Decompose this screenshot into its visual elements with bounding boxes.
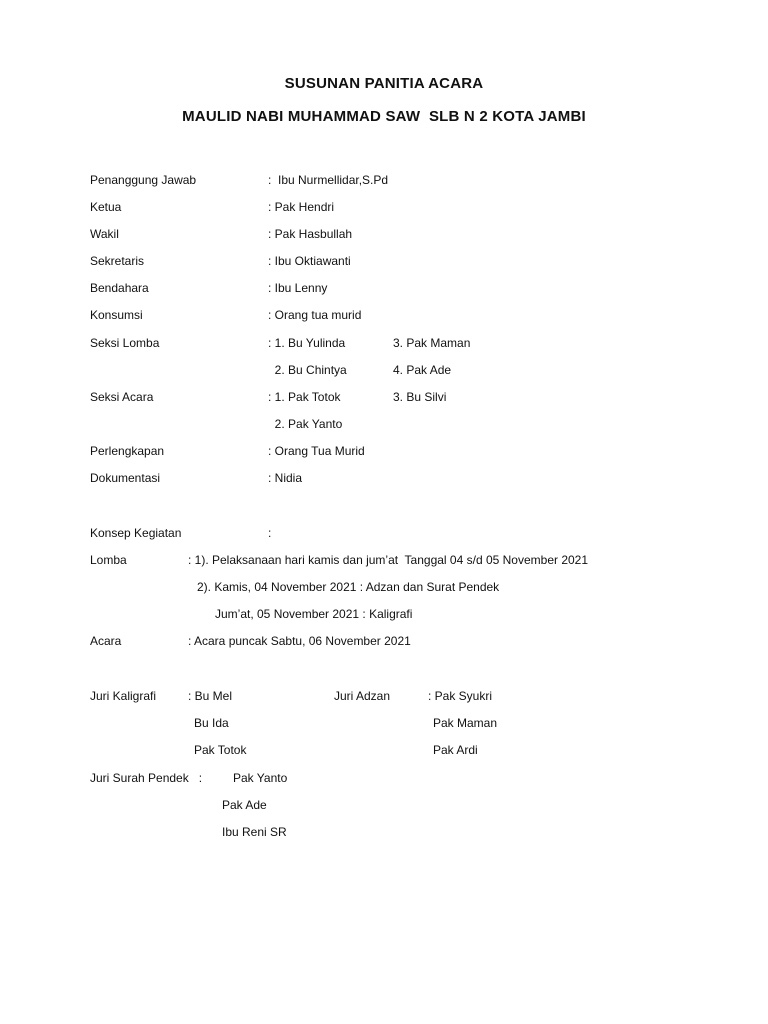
- committee-value-secondary: 3. Bu Silvi: [393, 390, 447, 404]
- committee-value: : Pak Hendri: [268, 200, 335, 214]
- lomba-line: 2). Kamis, 04 November 2021 : Adzan dan Surat Pendek: [197, 580, 500, 594]
- lomba-line: Jum’at, 05 November 2021 : Kaligrafi: [215, 607, 413, 621]
- committee-label: Ketua: [90, 200, 122, 214]
- committee-value-secondary: 3. Pak Maman: [393, 336, 471, 350]
- lomba-line: : 1). Pelaksanaan hari kamis dan jum’at Tanggal 04 s/d 05 November 2021: [188, 553, 589, 567]
- concept-label: Konsep Kegiatan: [90, 526, 182, 540]
- committee-label: Seksi Lomba: [90, 336, 160, 350]
- committee-label: Konsumsi: [90, 308, 143, 322]
- committee-label: Penanggung Jawab: [90, 173, 197, 187]
- committee-label: Perlengkapan: [90, 444, 165, 458]
- concept-colon: :: [268, 526, 272, 540]
- committee-value: : 1. Pak Totok: [268, 390, 341, 404]
- committee-label: Sekretaris: [90, 254, 145, 268]
- juri-surah-label: Juri Surah Pendek :: [90, 771, 203, 785]
- committee-value: : Pak Hasbullah: [268, 227, 353, 241]
- committee-label: Wakil: [90, 227, 119, 241]
- juri-adzan-name: Pak Ardi: [433, 743, 478, 757]
- committee-label: Dokumentasi: [90, 471, 161, 485]
- juri-surah-name: Ibu Reni SR: [222, 825, 287, 839]
- committee-label: Bendahara: [90, 281, 149, 295]
- committee-value: 2. Pak Yanto: [268, 417, 343, 431]
- juri-adzan-name: Pak Maman: [433, 716, 498, 730]
- committee-value: : Orang Tua Murid: [268, 444, 365, 458]
- juri-kaligrafi-label: Juri Kaligrafi: [90, 689, 157, 703]
- committee-value: 2. Bu Chintya: [268, 363, 347, 377]
- committee-value: : Ibu Oktiawanti: [268, 254, 351, 268]
- committee-value: : Orang tua murid: [268, 308, 362, 322]
- committee-value: : 1. Bu Yulinda: [268, 336, 346, 350]
- juri-adzan-label: Juri Adzan: [334, 689, 391, 703]
- juri-kaligrafi-name: Pak Totok: [194, 743, 247, 757]
- juri-surah-name: Pak Yanto: [233, 771, 288, 785]
- committee-value-secondary: 4. Pak Ade: [393, 363, 452, 377]
- committee-value: : Ibu Nurmellidar,S.Pd: [268, 173, 389, 187]
- acara-value: : Acara puncak Sabtu, 06 November 2021: [188, 634, 411, 648]
- document-subtitle: MAULID NABI MUHAMMAD SAW SLB N 2 KOTA JAMBI: [182, 108, 586, 125]
- committee-label: Seksi Acara: [90, 390, 154, 404]
- juri-adzan-name: : Pak Syukri: [428, 689, 493, 703]
- acara-label: Acara: [90, 634, 122, 648]
- committee-value: : Ibu Lenny: [268, 281, 328, 295]
- committee-value: : Nidia: [268, 471, 303, 485]
- lomba-label: Lomba: [90, 553, 127, 567]
- juri-kaligrafi-name: Bu Ida: [194, 716, 229, 730]
- document-title: SUSUNAN PANITIA ACARA: [284, 75, 484, 92]
- juri-surah-name: Pak Ade: [222, 798, 267, 812]
- juri-kaligrafi-name: : Bu Mel: [188, 689, 233, 703]
